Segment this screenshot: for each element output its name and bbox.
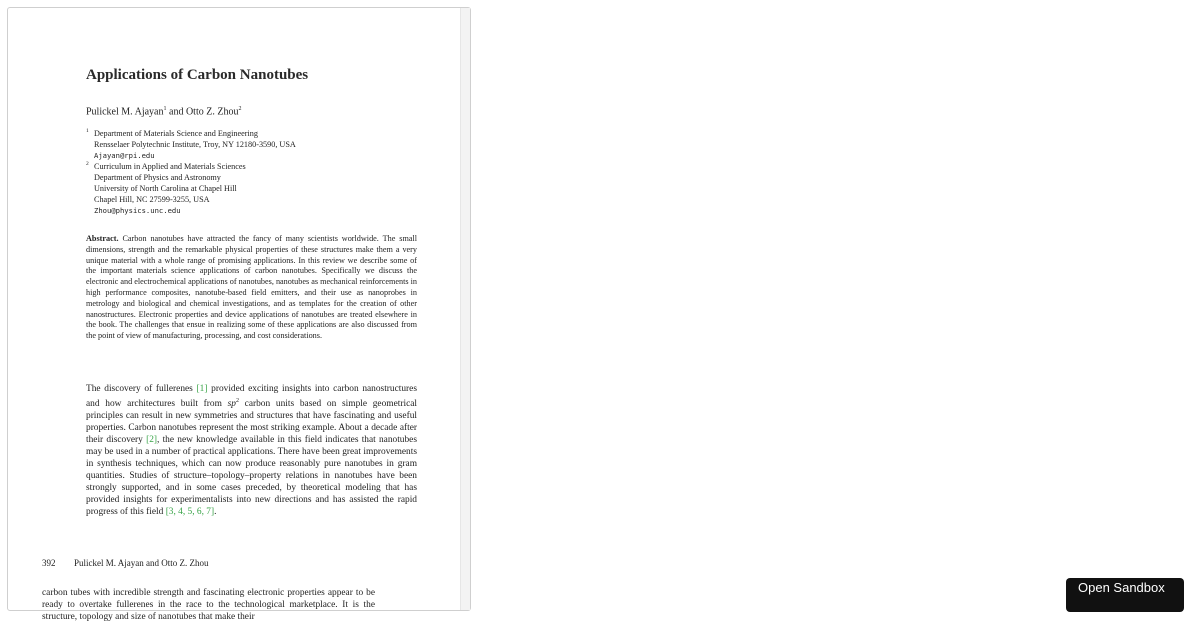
running-header [42, 558, 208, 568]
affiliation-2-email: Zhou@physics.unc.edu [94, 206, 181, 215]
abstract-label: Abstract. [86, 234, 119, 243]
intro-text: The discovery of fullerenes [86, 384, 197, 394]
author-2: Otto Z. Zhou [185, 106, 239, 118]
author-2-affil-mark: 2 [238, 106, 242, 112]
sp-symbol: sp [227, 399, 236, 410]
affiliation-1-number: 1 [86, 128, 89, 134]
intro-text: , the new knowledge available in this field indicates that nanotubes may be used in a number of practical applications. There have been great improvements in synthesis techniques, which can now produce reasonably pure nanotubes in gram quantities. Studies of structure–topology–property relations in nanotubes have been strongly supported, and in some cases preceded, by theoretical modeling that has provided insights for experimentalists into new directions and has assisted the rapid progress of this field [86, 435, 420, 518]
sp-superscript: 2 [235, 398, 239, 404]
affiliation-1-line: Department of Materials Science and Engineering [94, 129, 258, 138]
affiliation-2-number: 2 [86, 161, 89, 167]
affiliation-2 [86, 161, 246, 216]
page-2-text: carbon tubes with incredible strength and fascinating electronic properties appear to be ready to overtake fullerenes in the race to the technological marketplace. It is the structure, topology and size of nanotubes that make their [42, 588, 375, 622]
intro-paragraph [86, 383, 420, 518]
affiliation-1 [86, 128, 296, 161]
author-line [86, 106, 241, 117]
author-1-affil-mark: 1 [163, 106, 167, 112]
abstract-text: Carbon nanotubes have attracted the fancy of many scientists worldwide. The small dimensions, strength and the remarkable physical properties of these structures make them a very unique material with a whole range of promising applications. In this review we describe some of the important materials science applications of carbon nanotubes. Specifically we discuss the electronic and electrochemical applications of nanotubes, nanotubes as mechanical reinforcements in high performance composites, nanotube-based field emitters, and their use as nanoprobes in metrology and biological and chemical investigations, and as templates for the creation of other nanostructures. Electronic properties and device applications of nanotubes are treated elsewhere in the book. The challenges that ensue in realizing some of these applications are also discussed from the point of view of manufacturing, processing, and cost considerations. [86, 234, 417, 341]
affiliation-2-line: Curriculum in Applied and Materials Sciences [94, 162, 246, 171]
affiliation-2-line: University of North Carolina at Chapel Hill [94, 184, 237, 193]
page-2 [8, 556, 460, 622]
affiliation-2-line: Department of Physics and Astronomy [94, 173, 221, 182]
open-sandbox-button[interactable]: Open Sandbox [1066, 578, 1184, 612]
scrollbar[interactable] [460, 8, 470, 610]
affiliation-2-line: Chapel Hill, NC 27599-3255, USA [94, 195, 210, 204]
citation-link[interactable]: [1] [196, 384, 208, 394]
affiliation-1-line: Rensselaer Polytechnic Institute, Troy, NY 12180-3590, USA [94, 140, 296, 149]
page-1 [8, 8, 460, 520]
document-viewer[interactable] [7, 7, 471, 622]
page-number: 392 [42, 558, 56, 568]
author-1: Pulickel M. Ajayan [86, 106, 164, 118]
citation-link[interactable]: [2] [146, 435, 158, 446]
intro-text: provided exciting insights into carbon nanostructures and how architectures built from [86, 384, 420, 410]
citation-link[interactable]: [3, 4, 5, 6, 7] [165, 507, 215, 518]
intro-text: carbon units based on simple geometrical principles can result in new symmetries and structures that have fascinating and useful properties. Carbon nanotubes represent the most striking example. About a decade after their discovery [86, 399, 420, 446]
running-head-authors: Pulickel M. Ajayan and Otto Z. Zhou [74, 558, 209, 568]
author-conjunction: and [166, 106, 186, 118]
intro-text: . [214, 507, 217, 518]
abstract [86, 234, 417, 342]
affiliation-1-email: Ajayan@rpi.edu [94, 151, 155, 160]
paper-title: Applications of Carbon Nanotubes [86, 67, 309, 83]
